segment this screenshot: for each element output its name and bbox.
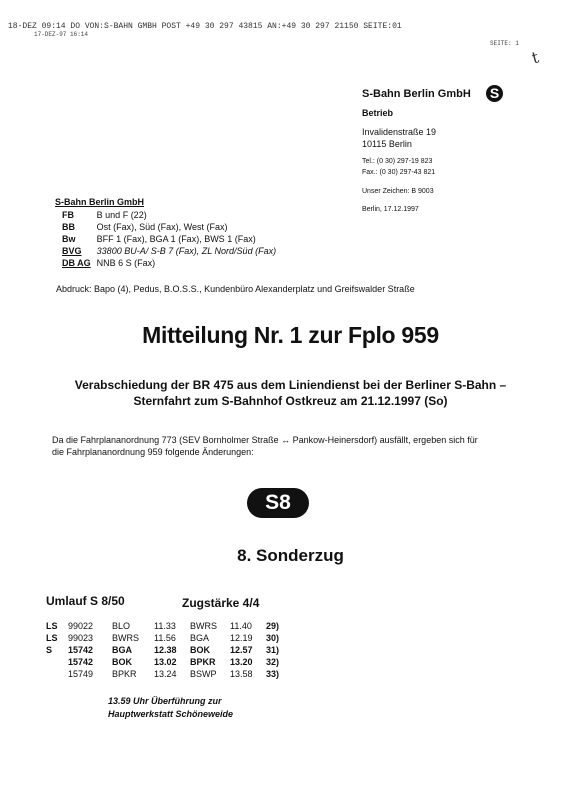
table-row [46,644,296,656]
distribution-row [56,257,282,269]
footnote-ref: 31) [266,645,280,655]
train-number: 99022 [68,621,94,631]
train-type: S [46,645,53,655]
train-number: 15749 [68,669,94,679]
arrival-station: BWRS [190,621,217,631]
distribution-heading: S-Bahn Berlin GmbH [55,197,145,207]
train-number: 15742 [68,657,94,667]
departure-station: BWRS [112,633,139,643]
departure-station: BLO [112,621,131,631]
s-bahn-logo-icon: S [486,85,503,102]
document-title: Mitteilung Nr. 1 zur Fplo 959 [142,322,439,348]
distribution-label: FB [62,210,74,220]
table-row [46,668,296,680]
train-type [46,668,68,680]
table-row [46,656,296,668]
section-heading: 8. Sonderzug [237,546,344,565]
footnote-ref: 29) [266,621,280,631]
departure-station: BOK [112,657,132,667]
company-name: S-Bahn Berlin GmbH [362,88,471,100]
arrival-station: BPKR [190,657,216,667]
distribution-label: DB AG [62,258,91,268]
distribution-text: 33800 BU-A/ S-B 7 (Fax), ZL Nord/Süd (Fax) [96,246,277,256]
subtitle-line-2: Sternfahrt zum S-Bahnhof Ostkreuz am 21.12.1997 (So) [133,394,448,408]
departure-station: BGA [112,645,132,655]
departure-time: 11.33 [154,621,176,631]
address-city: 10115 Berlin [362,139,412,149]
footnote-ref: 32) [266,657,280,667]
distribution-label: BVG [62,246,82,256]
train-type: LS [46,633,58,643]
distribution-text: B und F (22) [96,210,147,220]
subtitle-line-1: Verabschiedung der BR 475 aus dem Liniendienst bei der Berliner S-Bahn – [74,378,507,392]
arrival-time: 13.58 [230,669,253,679]
transfer-note-line-2: Hauptwerkstatt Schöneweide [108,709,234,719]
fax-header-line: 18-DEZ 09:14 DO VON:S-BAHN GMBH POST +49 30 297 43815 AN:+49 30 297 21150 SEITE:01 [8,22,402,31]
reference-code: Unser Zeichen: B 9003 [362,188,434,195]
phone-number: Tel.: (0 30) 297-19 823 [362,158,433,165]
distribution-row [56,221,282,233]
margin-handwritten-mark: t [529,47,541,68]
arrival-time: 13.20 [230,657,253,667]
schedule-table [46,620,296,680]
intro-line-2: die Fahrplananordnung 959 folgende Änderungen: [52,447,254,457]
arrival-time: 12.57 [230,645,253,655]
distribution-text: NNB 6 S (Fax) [96,258,156,268]
line-badge-s8: S8 [247,488,309,518]
departure-time: 11.56 [154,633,176,643]
distribution-label: Bw [62,234,76,244]
arrival-station: BOK [190,645,210,655]
train-type: LS [46,621,58,631]
train-number: 15742 [68,645,94,655]
distribution-row [56,209,282,221]
distribution-text: BFF 1 (Fax), BGA 1 (Fax), BWS 1 (Fax) [96,234,256,244]
address-street: Invalidenstraße 19 [362,127,437,137]
arrival-time: 11.40 [230,621,252,631]
arrival-station: BSWP [190,669,217,679]
distribution-text: Ost (Fax), Süd (Fax), West (Fax) [96,222,228,232]
arrival-station: BGA [190,633,210,643]
departure-time: 12.38 [154,645,177,655]
departure-time: 13.02 [154,657,177,667]
umlauf-label: Umlauf S 8/50 [46,594,125,608]
fax-timestamp: 17-DEZ-97 16:14 [34,31,89,38]
distribution-label: BB [62,222,75,232]
zugstaerke-label: Zugstärke 4/4 [182,596,260,610]
footnote-ref: 30) [266,633,280,643]
footnote-ref: 33) [266,669,280,679]
distribution-row [56,245,282,257]
departure-station: BPKR [112,669,137,679]
intro-line-1: Da die Fahrplananordnung 773 (SEV Bornholmer Straße ↔ Pankow-Heinersdorf) ausfällt, ergeben sich für [52,435,478,445]
distribution-list [56,209,282,269]
transfer-note-line-1: 13.59 Uhr Überführung zur [108,696,222,706]
departure-time: 13.24 [154,669,177,679]
train-number: 99023 [68,633,94,643]
fax-page-stamp: SEITE: 1 [490,40,519,47]
letter-date: Berlin, 17.12.1997 [362,206,419,213]
table-row [46,632,296,644]
department: Betrieb [362,108,394,118]
distribution-row [56,233,282,245]
fax-number: Fax.: (0 30) 297-43 821 [362,169,436,176]
copy-recipients: Abdruck: Bapo (4), Pedus, B.O.S.S., Kundenbüro Alexanderplatz und Greifswalder Straße [56,284,415,294]
arrival-time: 12.19 [230,633,253,643]
table-row [46,620,296,632]
train-type [46,656,68,668]
